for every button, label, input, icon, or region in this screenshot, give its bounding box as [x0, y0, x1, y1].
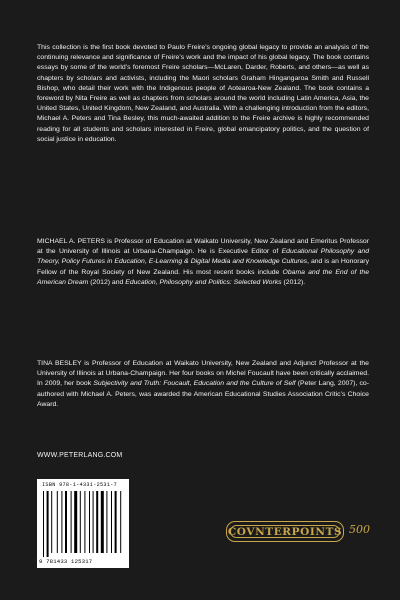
barcode-bar: [57, 491, 58, 553]
besley-bio-text-2: (Peter Lang, 2007), co-authored with Michael A. Peters, was awarded the American Educational Studies Association Critic’s Choice Award.: [37, 380, 370, 408]
barcode-bar: [65, 491, 67, 553]
besley-bio-text-1: TINA BESLEY is Professor of Education at Waikato University, New Zealand and Adjunct Professor at the University of Illinois at Urbana-Champaign. Her four books on Michel Foucault have been critically acclaimed. In 2009, her book: [37, 360, 369, 388]
barcode-bar: [93, 491, 94, 553]
peters-bio-text-2: , and is an Honorary Fellow of the Royal Society of New Zealand. His most recent books include: [37, 258, 369, 276]
barcode-bar: [106, 491, 107, 553]
author-bio-peters: [37, 237, 369, 288]
counterpoints-series-logo: [226, 521, 344, 542]
isbn-barcode: [37, 479, 129, 568]
peters-bio-book-1: Obama and the End of the American Dream: [37, 268, 370, 286]
isbn-label: ISBN 978-1-4331-2531-7: [42, 482, 118, 488]
barcode-bar: [101, 491, 104, 553]
barcode-bar: [115, 491, 117, 553]
author-bio-besley: [37, 359, 369, 410]
barcode-bar: [47, 491, 49, 557]
peters-bio-text-4: (2012).: [281, 278, 306, 286]
barcode-bars: [41, 491, 125, 557]
series-logo-text: COVNTERPOINTS: [227, 525, 343, 538]
barcode-bar: [71, 491, 72, 553]
series-logo-border: [227, 525, 343, 538]
publisher-website: WWW.PETERLANG.COM: [37, 452, 123, 459]
peters-bio-book-2: Education, Philosophy and Politics: Selected Works: [125, 278, 282, 286]
barcode-bar: [43, 491, 44, 557]
barcode-bar: [96, 491, 98, 553]
barcode-bar: [61, 491, 62, 553]
barcode-bar: [111, 491, 112, 553]
series-number: 500: [349, 523, 370, 536]
barcode-bar: [51, 491, 52, 553]
peters-bio-text-1: MICHAEL A. PETERS is Professor of Education at Waikato University, New Zealand and Emeritus Professor at the University of Illinois at Urbana-Champaign. He is Executive Editor of: [37, 238, 369, 256]
barcode-bar: [74, 491, 77, 553]
besley-bio-book: Subjectivity and Truth: Foucault, Education and the Culture of Self: [93, 380, 296, 388]
barcode-bar: [89, 491, 90, 553]
barcode-bar: [84, 491, 85, 553]
barcode-bar: [120, 491, 121, 553]
barcode-digits: 9 781433 125317: [39, 558, 93, 565]
peters-bio-text-3: (2012) and: [88, 278, 126, 286]
book-description: [37, 43, 369, 145]
peters-bio-journals: Educational Philosophy and Theory, Policy Futures in Education, E-Learning & Digital Media and Knowledge Cultures: [37, 248, 369, 266]
barcode-bar: [80, 491, 81, 553]
book-description-text: This collection is the first book devoted to Paulo Freire’s ongoing global legacy to provide an analysis of the continuing relevance and significance of Freire’s work and the impact of his global legacy. The book contains essays by some of the world’s foremost Freire scholars—McLaren, Darder, Roberts, and others—as well as chapters by scholars and activists, including the Maori scholars Graham Hingangaroa Smith and Russell Bishop, who detail their work with the Indigenous people of Aotearoa-New Zealand. The book contains a foreword by Nita Freire as well as chapters from scholars around the world including Latin America, Asia, the United States, United Kingdom, New Zealand, and Australia. With a challenging introduction from the editors, Michael A. Peters and Tina Besley, this much-awaited addition to the Freire archive is highly recommended reading for all students and scholars interested in Freire, global emancipatory politics, and the question of social justice in education.: [37, 44, 369, 143]
